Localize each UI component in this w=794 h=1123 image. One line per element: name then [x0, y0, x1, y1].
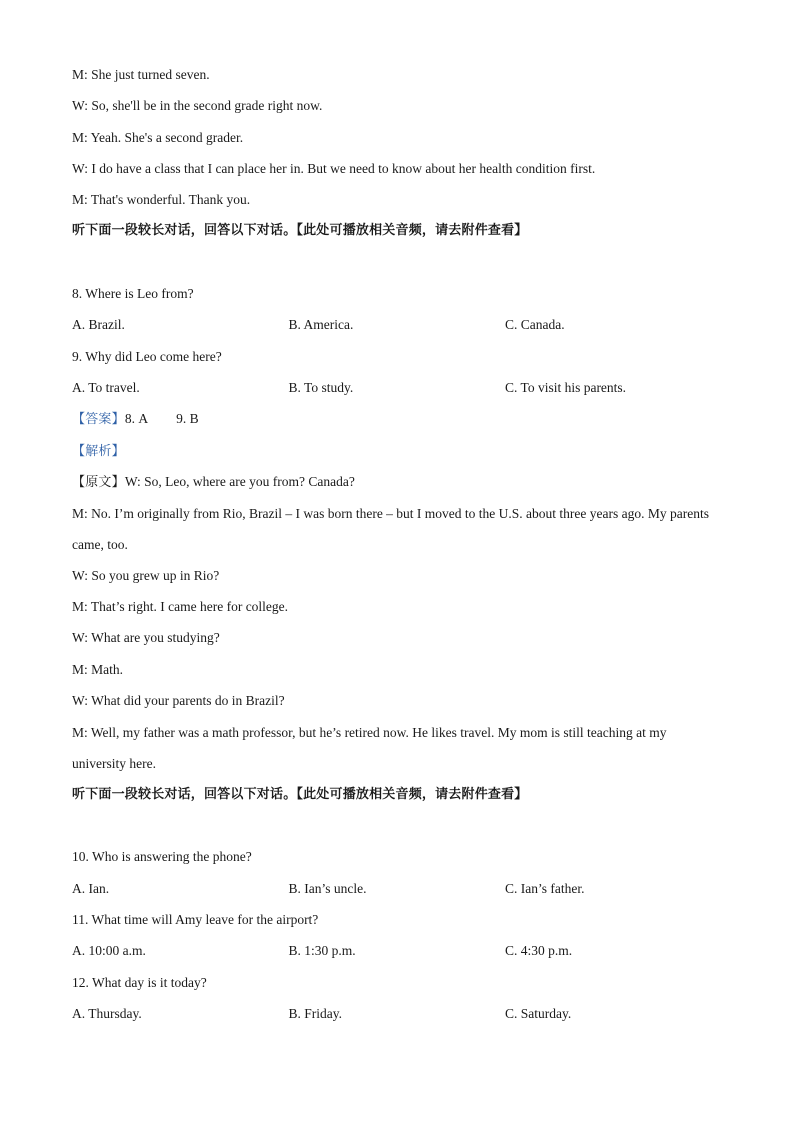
- transcript-label: 【原文】: [72, 474, 125, 490]
- option-b: B. America.: [288, 317, 354, 333]
- question-11: 11. What time will Amy leave for the airport?: [72, 912, 319, 928]
- question-12: 12. What day is it today?: [72, 974, 207, 990]
- analysis-label: 【解析】: [72, 443, 125, 459]
- transcript-line: M: Math.: [72, 661, 124, 677]
- question-10-options: [72, 878, 722, 909]
- analysis-line: [72, 440, 722, 471]
- question-8-options: [72, 314, 722, 345]
- option-b: B. To study.: [288, 379, 354, 395]
- answer-8: 8. A: [124, 411, 149, 427]
- option-a: A. Ian.: [72, 880, 110, 896]
- question-10: 10. Who is answering the phone?: [72, 849, 252, 865]
- dialogue-line: M: Yeah. She's a second grader.: [72, 129, 244, 145]
- answer-9: 9. B: [176, 411, 199, 427]
- option-a: A. Thursday.: [72, 1005, 142, 1021]
- dialogue-line: W: I do have a class that I can place her in. But we need to know about her health condition first.: [72, 160, 596, 176]
- question-8: 8. Where is Leo from?: [72, 286, 194, 302]
- option-b: B. Ian’s uncle.: [288, 880, 367, 896]
- option-a: A. 10:00 a.m.: [72, 943, 146, 959]
- option-b: B. 1:30 p.m.: [288, 943, 356, 959]
- transcript-line: W: What are you studying?: [72, 630, 220, 646]
- answer-line: [72, 408, 722, 439]
- dialogue-line: W: So, she'll be in the second grade right now.: [72, 98, 323, 114]
- listening-instruction: 听下面一段较长对话，回答以下对话。【此处可播放相关音频，请去附件查看】: [72, 786, 528, 802]
- option-b: B. Friday.: [288, 1005, 342, 1021]
- option-a: A. Brazil.: [72, 317, 125, 333]
- option-c: C. To visit his parents.: [505, 379, 627, 395]
- dialogue-line: M: She just turned seven.: [72, 67, 210, 82]
- option-c: C. Ian’s father.: [505, 880, 585, 896]
- transcript-line: M: That’s right. I came here for college.: [72, 599, 289, 615]
- option-c: C. 4:30 p.m.: [505, 943, 573, 959]
- question-9: 9. Why did Leo come here?: [72, 348, 222, 364]
- transcript-line: M: Well, my father was a math professor, but he’s retired now. He likes travel. My mom is still teaching at my university here.: [72, 724, 667, 772]
- option-c: C. Saturday.: [505, 1005, 572, 1021]
- question-12-options: [72, 1003, 722, 1034]
- transcript-line: W: So you grew up in Rio?: [72, 567, 220, 583]
- dialogue-line: M: That's wonderful. Thank you.: [72, 192, 251, 208]
- transcript-line: W: So, Leo, where are you from? Canada?: [124, 473, 355, 489]
- listening-instruction: 听下面一段较长对话，回答以下对话。【此处可播放相关音频，请去附件查看】: [72, 223, 528, 239]
- answer-label: 【答案】: [72, 412, 125, 428]
- option-c: C. Canada.: [505, 317, 565, 333]
- transcript-line: M: No. I’m originally from Rio, Brazil – I was born there – but I moved to the U.S. about three years ago. My parents came, too.: [72, 505, 709, 552]
- document-page: [72, 64, 722, 1034]
- question-9-options: [72, 377, 722, 408]
- option-a: A. To travel.: [72, 379, 140, 395]
- transcript-line: W: What did your parents do in Brazil?: [72, 692, 285, 708]
- question-11-options: [72, 940, 722, 971]
